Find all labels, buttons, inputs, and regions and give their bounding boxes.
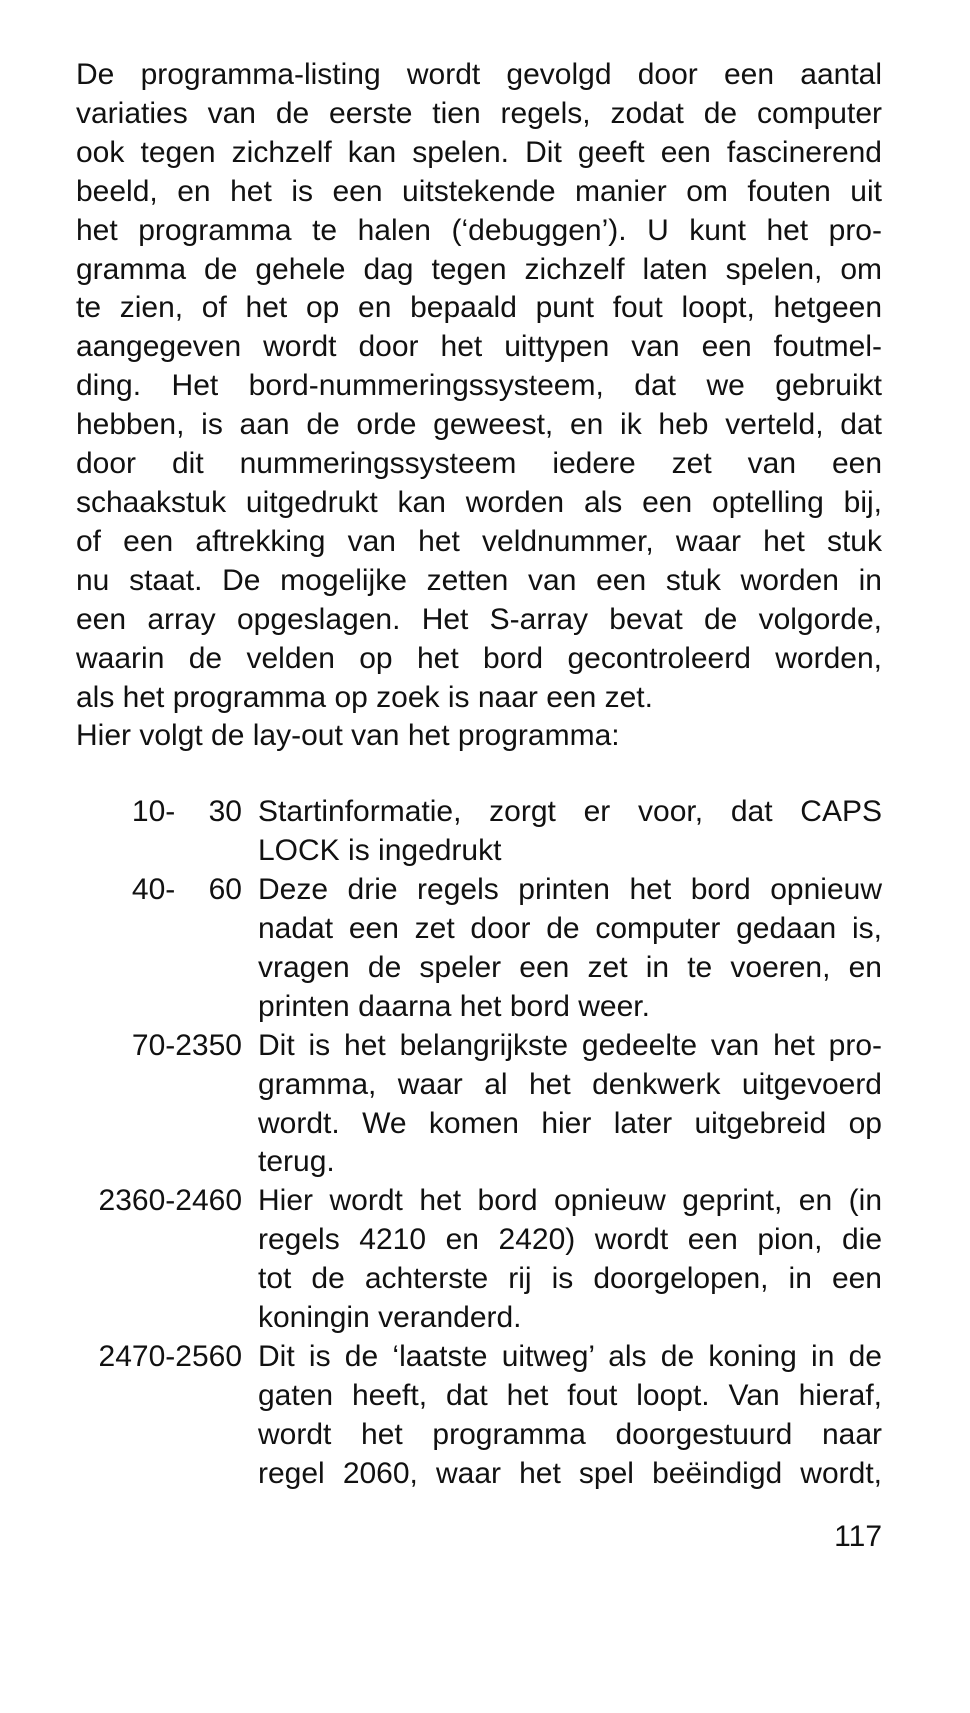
program-entry <box>76 793 882 871</box>
paragraph-line: De programma-listing wordt gevolgd door een aantal <box>76 58 882 91</box>
line-range: 2470-2560 <box>98 1340 242 1373</box>
line-range: 70-2350 <box>131 1028 242 1062</box>
paragraph-line: te zien, of het op en bepaald punt fout loopt, hetgeen <box>76 291 882 325</box>
description-line: koningin veranderd. <box>258 1301 522 1335</box>
line-range: 2360-2460 <box>98 1184 242 1218</box>
paragraph-line: een array opgeslagen. Het S-array bevat de volgorde, <box>76 602 882 636</box>
description-line: gramma, waar al het denkwerk uitgevoerd <box>258 1067 882 1101</box>
paragraph-line: als het programma op zoek is naar een zet. <box>76 680 653 714</box>
program-entry <box>76 1027 882 1183</box>
description-line: gaten heeft, dat het fout loopt. Van hieraf, <box>258 1378 882 1412</box>
program-entry <box>76 1338 882 1494</box>
description-line: regels 4210 en 2420) wordt een pion, die <box>258 1223 882 1257</box>
page-body <box>76 56 882 1494</box>
paragraph-line: variaties van de eerste tien regels, zodat de computer <box>76 96 882 130</box>
paragraph-line: gramma de gehele dag tegen zichzelf laten spelen, om <box>76 252 882 286</box>
description-line: Hier wordt het bord opnieuw geprint, en (in <box>258 1184 882 1218</box>
program-layout-list <box>76 793 882 1493</box>
entry-description <box>258 871 882 1027</box>
description-line: tot de achterste rij is doorgelopen, in een <box>258 1262 882 1296</box>
paragraph-line: hebben, is aan de orde geweest, en ik heb verteld, dat <box>76 408 882 442</box>
description-line: printen daarna het bord weer. <box>258 989 650 1023</box>
layout-intro: Hier volgt de lay-out van het programma: <box>76 719 620 753</box>
paragraph-line: ding. Het bord-nummeringssysteem, dat we gebruikt <box>76 369 882 403</box>
description-line: Startinformatie, zorgt er voor, dat CAPS <box>258 795 882 829</box>
paragraph-line: door dit nummeringssysteem iedere zet van een <box>76 447 882 481</box>
body-paragraph <box>76 56 882 717</box>
paragraph-line: beeld, en het is een uitstekende manier om fouten uit <box>76 174 882 208</box>
paragraph-line: aangegeven wordt door het uittypen van een foutmel- <box>76 330 882 364</box>
program-entry <box>76 1182 882 1338</box>
description-line: wordt. We komen hier later uitgebreid op <box>258 1106 882 1140</box>
entry-description <box>258 1338 882 1494</box>
description-line: Dit is het belangrijkste gedeelte van het pro- <box>258 1028 882 1062</box>
description-line: wordt het programma doorgestuurd naar <box>258 1417 882 1451</box>
program-entry <box>76 871 882 1027</box>
entry-description <box>258 1027 882 1183</box>
description-line: Deze drie regels printen het bord opnieuw <box>258 873 882 907</box>
description-line: nadat een zet door de computer gedaan is, <box>258 912 882 946</box>
description-line: LOCK is ingedrukt <box>258 834 502 868</box>
line-range: 40- 60 <box>131 873 242 907</box>
description-line: vragen de speler een zet in te voeren, en <box>258 950 882 984</box>
entry-description <box>258 793 882 871</box>
description-line: Dit is de ‘laatste uitweg’ als de koning in de <box>258 1340 882 1373</box>
paragraph-line: of een aftrekking van het veldnummer, waar het stuk <box>76 524 882 558</box>
description-line: terug. <box>258 1145 335 1179</box>
paragraph-line: het programma te halen (‘debuggen’). U kunt het pro- <box>76 213 882 247</box>
paragraph-line: nu staat. De mogelijke zetten van een stuk worden in <box>76 563 882 597</box>
line-range: 10- 30 <box>131 795 242 829</box>
paragraph-line: schaakstuk uitgedrukt kan worden als een optelling bij, <box>76 485 882 519</box>
paragraph-line: ook tegen zichzelf kan spelen. Dit geeft een fascinerend <box>76 135 882 169</box>
paragraph-line: waarin de velden op het bord gecontroleerd worden, <box>76 641 882 675</box>
description-line: regel 2060, waar het spel beëindigd wordt, <box>258 1456 882 1490</box>
page-number: 117 <box>834 1520 882 1553</box>
entry-description <box>258 1182 882 1338</box>
